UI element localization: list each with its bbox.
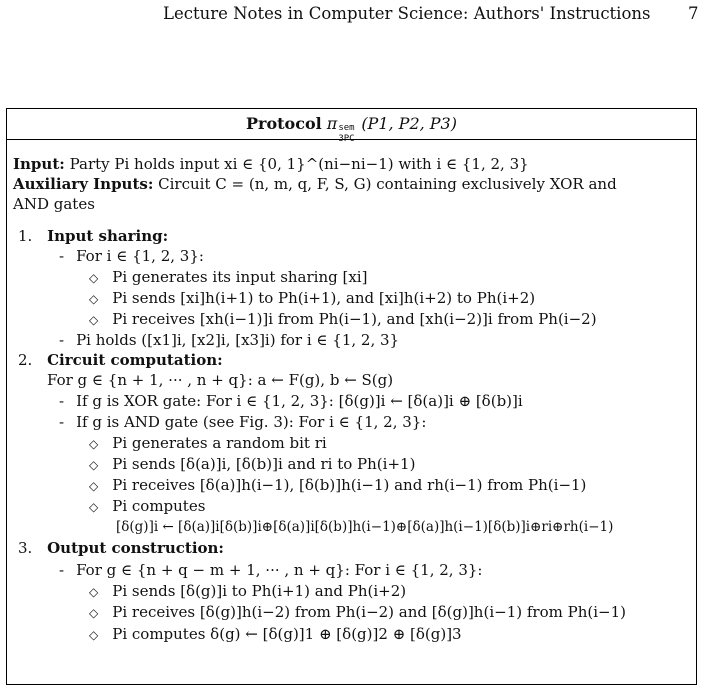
step-line: ◇ Pi receives [xh(i−1)]i from Ph(i−1), and [xh(i−2)]i from Ph(i−2) [89, 310, 597, 328]
running-head-title: Lecture Notes in Computer Science: Authors' Instructions [163, 4, 651, 23]
protocol-title-label: Protocol [246, 114, 322, 133]
step-line: ◇ Pi computes δ(g) ← [δ(g)]1 ⊕ [δ(g)]2 ⊕ [δ(g)]3 [89, 625, 462, 643]
protocol-math-name: π [326, 114, 338, 133]
diamond-bullet: ◇ [89, 271, 99, 285]
protocol-math-sup: sem [338, 122, 355, 133]
diamond-bullet: ◇ [89, 628, 99, 642]
step-title: Input sharing: [47, 227, 169, 245]
page-number: 7 [688, 4, 699, 23]
step-line: - For i ∈ {1, 2, 3}: [59, 247, 204, 265]
step-number: 2. [18, 351, 33, 369]
aux-text-1: Circuit C = (n, m, q, F, S, G) containing exclusively XOR and [158, 175, 617, 193]
dash-bullet: - [59, 413, 65, 431]
step-line: ◇ Pi sends [δ(a)]i, [δ(b)]i and ri to Ph(i+1) [89, 455, 416, 473]
step-line: ◇ Pi computes [89, 497, 206, 515]
step-number: 1. [18, 227, 33, 245]
dash-bullet: - [59, 331, 65, 349]
step-title: Output construction: [47, 539, 224, 557]
step-line: - Pi holds ([x1]i, [x2]i, [x3]i) for i ∈ {1, 2, 3} [59, 331, 400, 349]
step-line: ◇ Pi sends [δ(g)]i to Ph(i+1) and Ph(i+2) [89, 582, 407, 600]
step-line: For g ∈ {n + 1, ··· , n + q}: a ← F(g), b ← S(g) [47, 371, 394, 389]
diamond-bullet: ◇ [89, 458, 99, 472]
diamond-bullet: ◇ [89, 585, 99, 599]
step-line: [δ(g)]i ← [δ(a)]i[δ(b)]i⊕[δ(a)]i[δ(b)]h(i−1)⊕[δ(a)]h(i−1)[δ(b)]i⊕ri⊕rh(i−1) [116, 519, 614, 535]
step-line: ◇ Pi receives [δ(g)]h(i−2) from Ph(i−2) and [δ(g)]h(i−1) from Ph(i−1) [89, 603, 626, 621]
diamond-bullet: ◇ [89, 606, 99, 620]
step-line: ◇ Pi sends [xi]h(i+1) to Ph(i+1), and [xi]h(i+2) to Ph(i+2) [89, 289, 536, 307]
step-line: ◇ Pi generates its input sharing [xi] [89, 268, 368, 286]
step-1-heading [18, 226, 168, 246]
step-line: ◇ Pi generates a random bit ri [89, 434, 327, 452]
step-3-heading [18, 538, 224, 558]
step-number: 3. [18, 539, 33, 557]
step-line: ◇ Pi receives [δ(a)]h(i−1), [δ(b)]h(i−1) and rh(i−1) from Ph(i−1) [89, 476, 587, 494]
aux-label: Auxiliary Inputs: [13, 175, 154, 193]
diamond-bullet: ◇ [89, 500, 99, 514]
dash-bullet: - [59, 392, 65, 410]
step-line: - If g is AND gate (see Fig. 3): For i ∈ {1, 2, 3}: [59, 413, 427, 431]
protocol-box [6, 108, 697, 685]
step-title: Circuit computation: [47, 351, 223, 369]
step-line: - For g ∈ {n + q − m + 1, ··· , n + q}: For i ∈ {1, 2, 3}: [59, 561, 483, 579]
step-2-heading [18, 350, 223, 370]
aux-line-1 [13, 174, 617, 194]
protocol-title [7, 109, 696, 144]
protocol-math-args: (P1, P2, P3) [361, 114, 457, 133]
input-text: Party Pi holds input xi ∈ {0, 1}^(ni−ni−1) with i ∈ {1, 2, 3} [69, 155, 529, 173]
input-label: Input: [13, 155, 65, 173]
protocol-math-sub: 3PC [338, 133, 355, 144]
diamond-bullet: ◇ [89, 479, 99, 493]
diamond-bullet: ◇ [89, 437, 99, 451]
dash-bullet: - [59, 561, 65, 579]
diamond-bullet: ◇ [89, 292, 99, 306]
aux-line-2 [13, 194, 95, 214]
aux-text-2: AND gates [13, 195, 95, 213]
dash-bullet: - [59, 247, 65, 265]
input-line [13, 154, 529, 174]
diamond-bullet: ◇ [89, 313, 99, 327]
step-line: - If g is XOR gate: For i ∈ {1, 2, 3}: [δ(g)]i ← [δ(a)]i ⊕ [δ(b)]i [59, 392, 523, 410]
